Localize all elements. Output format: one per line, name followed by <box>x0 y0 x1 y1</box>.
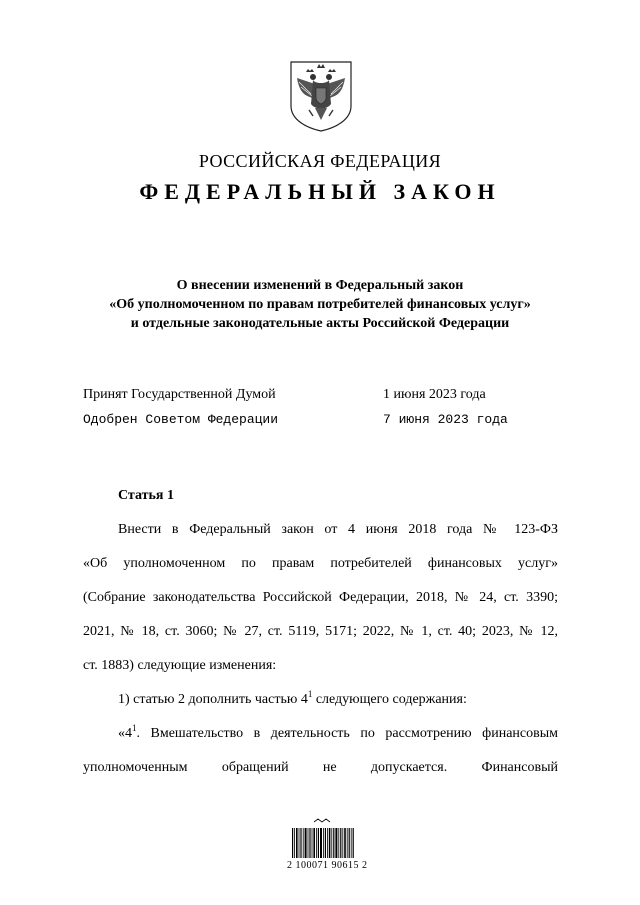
law-title-line: «Об уполномоченном по правам потребителей финансовых услуг» <box>109 297 531 312</box>
quoted-text: . Вмешательство в деятельность по рассмотрению финансовым <box>136 726 558 741</box>
quoted-text-line <box>83 717 558 751</box>
barcode-icon <box>292 818 354 860</box>
body-line: (Собрание законодательства Российской Федерации, 2018, № 24, ст. 3390; <box>83 590 558 605</box>
amendment-item <box>83 683 558 717</box>
superscript: 1 <box>307 689 313 699</box>
amendment-item-text: 1) статью 2 дополнить частью 4 <box>118 692 308 707</box>
law-title-line: О внесении изменений в Федеральный закон <box>176 278 464 293</box>
duma-adoption-label: Принят Государственной Думой <box>83 387 276 402</box>
country-name: РОССИЙСКАЯ ФЕДЕРАЦИЯ <box>198 151 442 171</box>
council-approval-label: Одобрен Советом Федерации <box>83 412 279 427</box>
law-title-line: и отдельные законодательные акты Российской Федерации <box>130 316 510 331</box>
duma-adoption-date: 1 июня 2023 года <box>383 387 486 402</box>
law-title <box>60 276 580 333</box>
superscript: 1 <box>132 723 137 733</box>
article-body <box>83 513 558 785</box>
body-line: Внести в Федеральный закон от 4 июня 2018 года № 123-ФЗ <box>118 522 558 537</box>
council-approval-date: 7 июня 2023 года <box>383 412 508 427</box>
body-line: 2021, № 18, ст. 3060; № 27, ст. 5119, 5171; 2022, № 1, ст. 40; 2023, № 12, <box>83 624 558 639</box>
russian-coat-of-arms-icon <box>289 60 353 132</box>
document-type-heading: ФЕДЕРАЛЬНЫЙ ЗАКОН <box>139 179 501 204</box>
body-line: ст. 1883) следующие изменения: <box>83 658 277 673</box>
barcode-number: 2 100071 90615 2 <box>287 860 368 871</box>
body-line: «Об уполномоченном по правам потребителей финансовых услуг» <box>83 556 558 571</box>
quoted-text: «4 <box>118 726 132 741</box>
quoted-text-line: уполномоченным обращений не допускается. Финансовый <box>83 760 558 775</box>
amendment-item-text: следующего содержания: <box>312 692 467 707</box>
article-heading: Статья 1 <box>118 488 174 503</box>
